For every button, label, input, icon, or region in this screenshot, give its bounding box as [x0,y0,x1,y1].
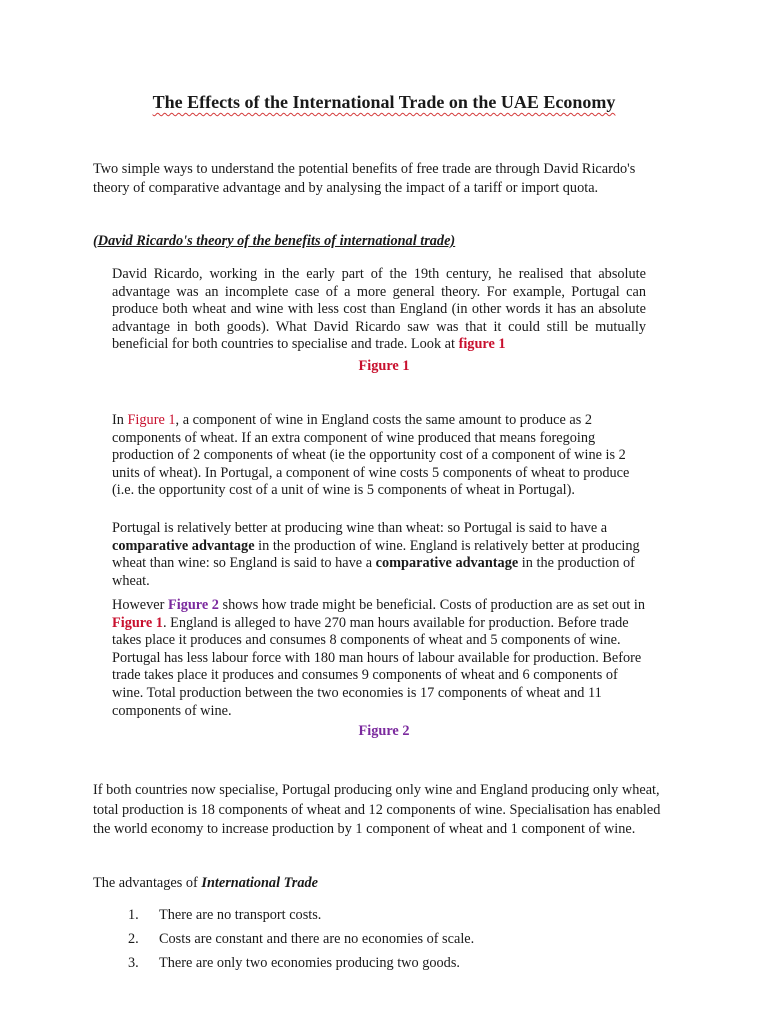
figure-1-paragraph [112,412,646,500]
figure-2-caption: Figure 2 [358,723,410,739]
figure-2-text: . England is alleged to have 270 man hours available for production. Before trade takes place it produces and consumes 8 components of wheat and 5 components of wine. Portugal has less labour force with 180 man hours of labour available for production. Before trade takes place it produces and consumes 9 components of wheat and 6 components of wine. Total production between the two economies is 17 components of wheat and 11 components of wine. [112,614,642,719]
list-item-text: There are no transport costs. [159,907,322,923]
list-item-text: There are only two economies producing two goods. [159,955,460,971]
figure-2-inline-link[interactable]: Figure 2 [167,597,219,613]
figure-1-link[interactable]: figure 1 [458,336,506,353]
list-item [128,954,474,978]
figure-1-text: , a component of wine in England costs the same amount to produce as 2 components of wheat. If an extra component of wine produced that means foregoing production of 2 components of wheat (ie the opportunity cost of a component of wine is 2 units of wheat). In Portugal, a component of wine costs 5 components of wheat to produce (i.e. the opportunity cost of a unit of wine is 5 components of wheat in Portugal). [112,412,630,499]
specialisation-paragraph: If both countries now specialise, Portugal producing only wine and England producing only wheat, total production is 18 components of wheat and 12 components of wine. Specialisation has enabled the world economy to increase production by 1 component of wheat and 1 component of wine. [93,782,661,838]
figure-2-paragraph [112,597,646,720]
comparative-advantage-term-1: comparative advantage [112,537,255,554]
document-title: The Effects of the International Trade on the UAE Economy [152,92,616,112]
ricardo-text: David Ricardo, working in the early part of the 19th century, he realised that absolute advantage was an incomplete case of a more general theory. For example, Portugal can produce both wheat and wine with less cost than England (in other words it has an absolute advantage in both goods). What David Ricardo saw was that it could still be mutually beneficial for both countries to specialise and trade. Look at [112,266,646,353]
ricardo-paragraph [112,266,646,354]
figure-1-pre: In [112,412,128,428]
list-item-number: 1. [128,907,139,923]
comparative-advantage-paragraph [112,520,646,590]
comparative-part-2: in the production of wine. England is relatively better at producing wheat than wine: so England is said to have a [112,537,640,572]
intro-paragraph: Two simple ways to understand the potential benefits of free trade are through David Ricardo's theory of comparative advantage and by analysing the impact of a tariff or import quota. [93,161,636,197]
figure-1-ref-link[interactable]: Figure 1 [112,614,163,631]
assumptions-list [128,906,474,978]
advantages-pre: The advantages of [93,875,202,891]
list-item-number: 3. [128,955,139,971]
list-item-number: 2. [128,931,139,947]
advantages-heading [93,874,318,893]
advantages-emphasis: International Trade [201,875,319,891]
comparative-part-3: in the production of wheat. [112,555,635,589]
figure-1-inline-link[interactable]: Figure 1 [127,412,176,428]
section-subheading: (David Ricardo's theory of the benefits of international trade) [93,233,456,249]
figure-2-mid: shows how trade might be beneficial. Costs of production are as set out in [218,597,645,613]
list-item [128,906,474,930]
list-item-text: Costs are constant and there are no economies of scale. [159,931,475,947]
figure-2-pre: However [112,597,168,613]
list-item [128,930,474,954]
comparative-part-1: Portugal is relatively better at producing wine than wheat: so Portugal is said to have a [112,520,608,536]
figure-1-caption: Figure 1 [358,358,410,374]
comparative-advantage-term-2: comparative advantage [375,555,519,572]
